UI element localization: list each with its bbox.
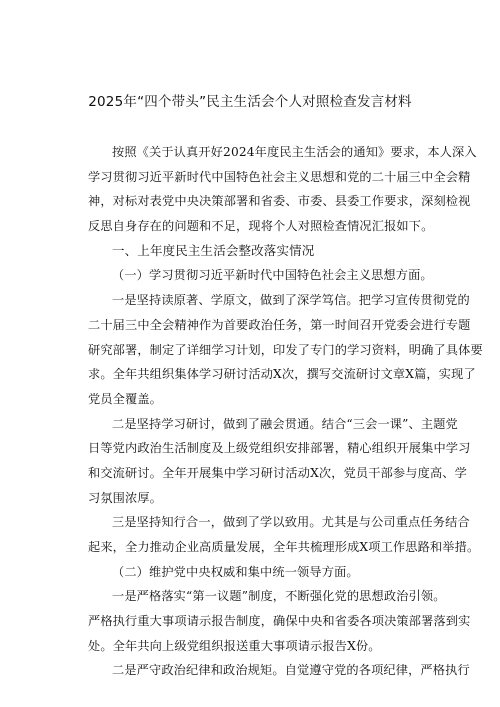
paragraph-line: （一）学习贯彻习近平新时代中国特色社会主义思想方面。 — [112, 268, 433, 283]
paragraph-line: 处。全年共向上级党组织报送重大事项请示报告X份。 — [88, 638, 381, 653]
paragraph-line: 三是坚持知行合一，做到了学以致用。尤其是与公司重点任务结合 — [112, 515, 470, 530]
paragraph-line: 严格执行重大事项请示报告制度，确保中央和省委各项决策部署落到实 — [88, 614, 471, 629]
paragraph-line: 二是坚持学习研讨，做到了融会贯通。结合“三会一课”、主题党 — [112, 416, 458, 431]
paragraph-line: 研究部署，制定了详细学习计划，印发了专门的学习资料，明确了具体要 — [88, 342, 483, 357]
document-title: 2025年“四个带头”民主生活会个人对照检查发言材料 — [88, 94, 412, 110]
paragraph-line: 起来，全力推动企业高质量发展，全年共梳理形成X项工作思路和举措。 — [88, 540, 480, 554]
paragraph-line: 神，对标对表党中央决策部署和省委、市委、县委工作要求，深刻检视 — [88, 194, 471, 209]
paragraph-line: 和交流研讨。全年开展集中学习研讨活动X次，党员干部参与度高、学 — [88, 465, 467, 480]
paragraph-line: 一是坚持读原著、学原文，做到了深学笃信。把学习宣传贯彻党的 — [112, 293, 470, 308]
section-heading: 一、上年度民主生活会整改落实情况 — [112, 242, 315, 258]
document-body — [88, 140, 483, 683]
paragraph-line: 二是严守政治纪律和政治规矩。自觉遵守党的各项纪律，严格执行 — [112, 663, 470, 678]
paragraph-line: 一是严格落实“第一议题”制度，不断强化党的思想政治引领。 — [112, 589, 446, 604]
paragraph-line: 求。全年共组织集体学习研讨活动X次，撰写交流研讨文章X篇，实现了 — [88, 367, 476, 382]
paragraph-line: 党员全覆盖。 — [88, 391, 163, 406]
paragraph-line: 日等党内政治生活制度及上级党组织安排部署，精心组织开展集中学习 — [88, 441, 471, 456]
paragraph-line: 按照《关于认真开好2024年度民主生活会的通知》要求，本人深入 — [112, 145, 477, 159]
paragraph-line: 二十届三中全会精神作为首要政治任务，第一时间召开党委会进行专题 — [88, 317, 471, 332]
paragraph-line: （二）维护党中央权威和集中统一领导方面。 — [112, 564, 359, 579]
paragraph-line: 习氛围浓厚。 — [88, 490, 163, 505]
paragraph-line: 反思自身存在的问题和不足，现将个人对照检查情况汇报如下。 — [88, 219, 434, 234]
paragraph-line: 学习贯彻习近平新时代中国特色社会主义思想和党的二十届三中全会精 — [88, 169, 471, 184]
